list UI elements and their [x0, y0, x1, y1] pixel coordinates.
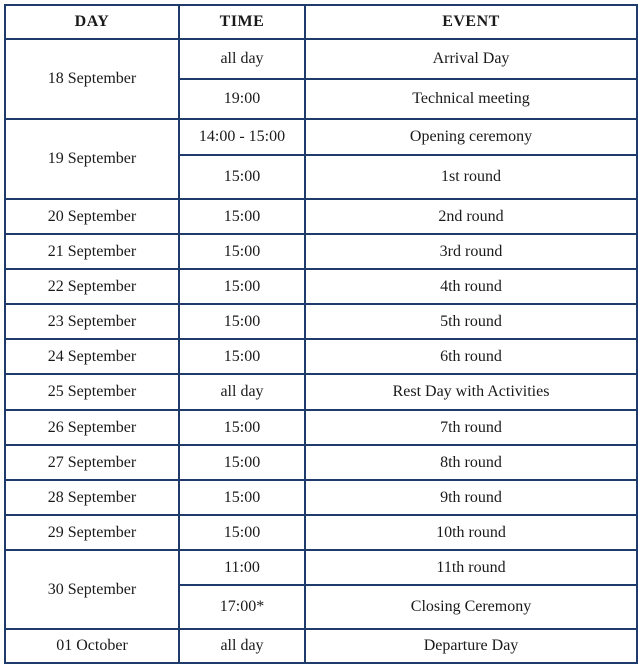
event-cell: 1st round: [305, 155, 637, 199]
time-cell: 15:00: [179, 339, 305, 374]
day-cell: 01 October: [5, 629, 179, 663]
day-cell: 30 September: [5, 550, 179, 629]
event-cell: 4th round: [305, 269, 637, 304]
table-row: [5, 39, 637, 79]
event-cell: 11th round: [305, 550, 637, 585]
event-cell: Opening ceremony: [305, 119, 637, 155]
event-cell: Closing Ceremony: [305, 585, 637, 629]
table-row: [5, 550, 637, 585]
time-header: TIME: [179, 5, 305, 39]
day-cell: 21 September: [5, 234, 179, 269]
table-row: [5, 269, 637, 304]
table-row: [5, 445, 637, 480]
table-row: [5, 119, 637, 155]
table-row: [5, 410, 637, 445]
time-cell: 15:00: [179, 480, 305, 515]
time-cell: 15:00: [179, 234, 305, 269]
day-cell: 20 September: [5, 199, 179, 234]
day-cell: 27 September: [5, 445, 179, 480]
time-cell: all day: [179, 629, 305, 663]
day-cell: 23 September: [5, 304, 179, 339]
day-cell: 28 September: [5, 480, 179, 515]
event-cell: 8th round: [305, 445, 637, 480]
event-cell: 10th round: [305, 515, 637, 550]
table-row: [5, 199, 637, 234]
event-cell: 9th round: [305, 480, 637, 515]
header-row: [5, 5, 637, 39]
day-cell: 24 September: [5, 339, 179, 374]
day-cell: 19 September: [5, 119, 179, 199]
time-cell: 15:00: [179, 269, 305, 304]
time-cell: 15:00: [179, 304, 305, 339]
time-cell: all day: [179, 39, 305, 79]
event-cell: Departure Day: [305, 629, 637, 663]
table-row: [5, 304, 637, 339]
table-row: [5, 234, 637, 269]
schedule-table: [4, 4, 638, 664]
event-cell: 6th round: [305, 339, 637, 374]
event-cell: 7th round: [305, 410, 637, 445]
table-row: [5, 480, 637, 515]
event-cell: Rest Day with Activities: [305, 374, 637, 410]
day-cell: 26 September: [5, 410, 179, 445]
event-header: EVENT: [305, 5, 637, 39]
table-row: [5, 374, 637, 410]
day-cell: 25 September: [5, 374, 179, 410]
event-cell: 3rd round: [305, 234, 637, 269]
time-cell: 17:00*: [179, 585, 305, 629]
day-header: DAY: [5, 5, 179, 39]
day-cell: 18 September: [5, 39, 179, 119]
time-cell: 15:00: [179, 515, 305, 550]
day-cell: 22 September: [5, 269, 179, 304]
table-row: [5, 515, 637, 550]
time-cell: 15:00: [179, 410, 305, 445]
event-cell: Technical meeting: [305, 79, 637, 119]
time-cell: 19:00: [179, 79, 305, 119]
day-cell: 29 September: [5, 515, 179, 550]
event-cell: Arrival Day: [305, 39, 637, 79]
event-cell: 5th round: [305, 304, 637, 339]
time-cell: 15:00: [179, 445, 305, 480]
time-cell: 15:00: [179, 155, 305, 199]
time-cell: 11:00: [179, 550, 305, 585]
event-cell: 2nd round: [305, 199, 637, 234]
table-row: [5, 629, 637, 663]
time-cell: 15:00: [179, 199, 305, 234]
table-row: [5, 339, 637, 374]
time-cell: 14:00 - 15:00: [179, 119, 305, 155]
time-cell: all day: [179, 374, 305, 410]
